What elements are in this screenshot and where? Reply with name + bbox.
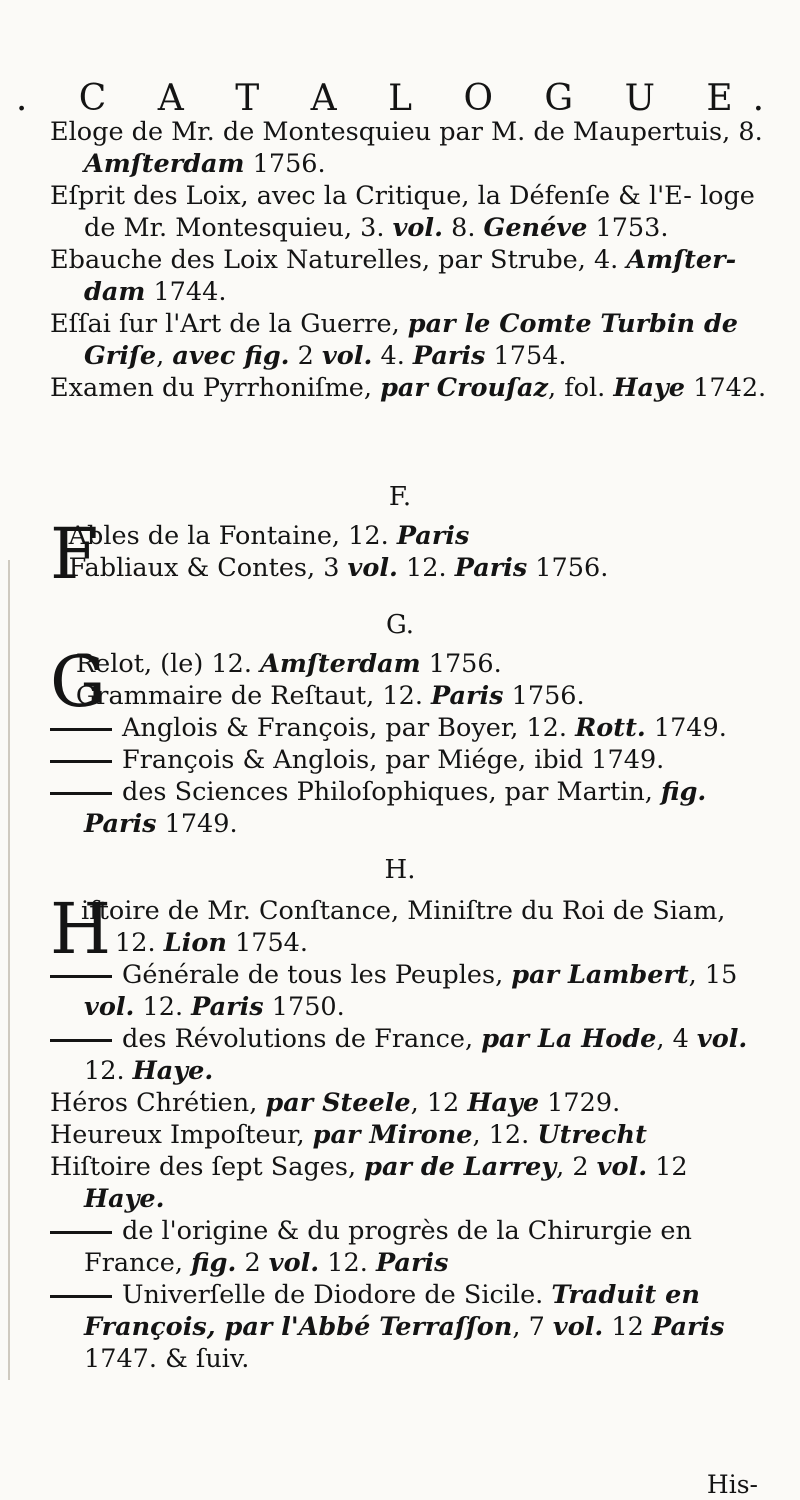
italic-text: fig. xyxy=(191,1248,237,1278)
section-f-entry: Fabliaux & Contes, 3 vol. 12. Paris 1756. xyxy=(68,553,609,583)
section-h xyxy=(50,888,770,1375)
ditto-dash xyxy=(50,760,112,763)
italic-text: Paris xyxy=(431,681,504,711)
italic-text: Amſterdam xyxy=(84,149,245,179)
drop-initial-g: G xyxy=(50,641,106,723)
italic-text: vol. xyxy=(84,992,135,1022)
italic-text: par le Comte Turbin de Griſe xyxy=(84,309,739,371)
section-g-entry: Grammaire de Reſtaut, 12. Paris 1756. xyxy=(75,681,585,711)
section-h-entry: Heureux Impoſteur, par Mirone, 12. Utrecht xyxy=(50,1120,647,1150)
italic-text: Traduit en François, par l'Abbé Terraſſon xyxy=(84,1280,700,1342)
section-g-entry: Anglois & François, par Boyer, 12. Rott. 1749. xyxy=(50,712,770,744)
ditto-dash xyxy=(50,975,112,978)
italic-text: par La Hode xyxy=(481,1024,657,1054)
section-h-entry: de l'origine & du progrès de la Chirurgie en France, fig. 2 vol. 12. Paris xyxy=(50,1215,770,1279)
block-e xyxy=(50,116,770,404)
ditto-dash xyxy=(50,1295,112,1298)
italic-text: Genéve xyxy=(483,213,588,243)
italic-text: Haye xyxy=(467,1088,540,1118)
ditto-dash xyxy=(50,792,112,795)
block-e-entry: Examen du Pyrrhoniſme, par Crouſaz, fol. Haye 1742. xyxy=(50,373,767,403)
section-letter-f: F. xyxy=(388,482,412,512)
italic-text: vol. xyxy=(321,341,373,371)
section-letter-g: G. xyxy=(385,610,415,640)
italic-text: vol. xyxy=(268,1248,320,1278)
italic-text: par Crouſaz xyxy=(380,373,548,403)
italic-text: par Mirone xyxy=(312,1120,473,1150)
section-h-entry: Héros Chrétien, par Steele, 12 Haye 1729. xyxy=(50,1088,621,1118)
section-g-entry: des Sciences Philoſophiques, par Martin, fig. Paris 1749. xyxy=(50,776,770,840)
ditto-dash xyxy=(50,1039,112,1042)
section-h-entry: Univerſelle de Diodore de Sicile. Traduit en François, par l'Abbé Terraſſon, 7 vol. 12 Paris 1747. & ſuiv. xyxy=(50,1279,770,1375)
italic-text: fig. Paris xyxy=(84,777,707,839)
ditto-dash xyxy=(50,1231,112,1234)
page-edge-shadow xyxy=(8,560,10,1380)
italic-text: Paris xyxy=(396,521,470,551)
page-title: . C A T A L O G U E. xyxy=(15,78,785,119)
italic-text: vol. xyxy=(596,1152,648,1182)
italic-text: vol. xyxy=(392,213,443,243)
drop-initial-f: F xyxy=(50,513,99,595)
italic-text: Utrecht xyxy=(537,1120,647,1150)
drop-initial-h: H xyxy=(50,888,112,970)
italic-text: Paris xyxy=(412,341,486,371)
block-e-entry: Eloge de Mr. de Montesquieu par M. de Maupertuis, 8. Amſterdam 1756. xyxy=(50,117,763,179)
section-f-entry: Ables de la Fontaine, 12. Paris xyxy=(68,521,470,551)
section-f xyxy=(50,513,770,595)
section-g xyxy=(50,641,770,840)
italic-text: par Steele xyxy=(265,1088,411,1118)
italic-text: Amſterdam xyxy=(260,649,421,679)
italic-text: vol. xyxy=(696,1024,748,1054)
italic-text: Paris xyxy=(651,1312,725,1342)
ditto-dash xyxy=(50,728,112,731)
italic-text: Paris xyxy=(454,553,528,583)
italic-text: Paris xyxy=(375,1248,449,1278)
section-g-entry: Relot, (le) 12. Amſterdam 1756. xyxy=(75,649,502,679)
section-g-entry: François & Anglois, par Miége, ibid 1749. xyxy=(50,744,770,776)
italic-text: Haye. xyxy=(132,1056,214,1086)
italic-text: Haye xyxy=(613,373,686,403)
italic-text: Lion xyxy=(163,928,227,958)
italic-text: Paris xyxy=(191,992,264,1022)
italic-text: vol. xyxy=(552,1312,604,1342)
catchword: His- xyxy=(706,1470,758,1499)
section-h-entry: des Révolutions de France, par La Hode, 4 vol. 12. Haye. xyxy=(50,1023,770,1087)
italic-text: Rott. xyxy=(575,713,646,743)
italic-text: vol. xyxy=(347,553,398,583)
section-h-entry: Hiſtoire des ſept Sages, par de Larrey, 2 vol. 12 Haye. xyxy=(50,1152,688,1214)
block-e-entry: Ebauche des Loix Naturelles, par Strube, 4. Amſter- dam 1744. xyxy=(50,245,737,307)
block-e-entry: Eſprit des Loix, avec la Critique, la Défenſe & l'E- loge de Mr. Montesquieu, 3. vol. 8. Genéve 1753. xyxy=(50,181,755,243)
italic-text: Amſter- dam xyxy=(84,245,737,307)
section-letter-h: H. xyxy=(384,855,416,885)
italic-text: par Lambert xyxy=(511,960,689,990)
section-h-entry: Générale de tous les Peuples, par Lambert, 15 vol. 12. Paris 1750. xyxy=(50,959,770,1023)
italic-text: Haye. xyxy=(84,1184,165,1214)
italic-text: par de Larrey xyxy=(364,1152,557,1182)
section-h-entry: iſtoire de Mr. Conſtance, Miniſtre du Roi de Siam, 12. Lion 1754. xyxy=(81,896,726,958)
italic-text: avec fig. xyxy=(172,341,290,371)
block-e-entry: Eſſai ſur l'Art de la Guerre, par le Comte Turbin de Griſe, avec fig. 2 vol. 4. Paris 1754. xyxy=(50,309,739,371)
